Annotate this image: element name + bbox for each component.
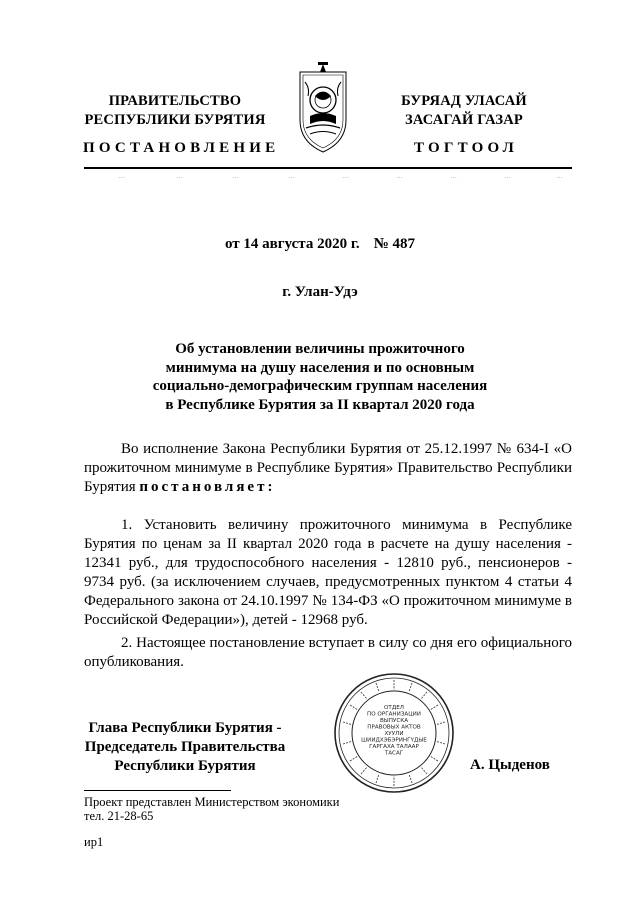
signatory-position-line: Председатель Правительства [84, 739, 286, 755]
document-city: г. Улан-Удэ [282, 284, 358, 300]
header-left [80, 92, 270, 130]
seal-text-line: ПО ОРГАНИЗАЦИИ [367, 711, 421, 718]
signatory-position-line: Глава Республики Бурятия - [88, 720, 282, 736]
seal-text-line: ШИИДХЭБЭРИНГҮДЫЕ [361, 737, 427, 744]
seal-text-line: ТАСАГ [384, 750, 404, 757]
seal-text-line: ПРАВОВЫХ АКТОВ [367, 724, 421, 731]
seal-text-line: ОТДЕЛ [384, 705, 404, 711]
doc-type-buryat: ТОГТООЛ [414, 140, 518, 156]
signatory-name: А. Цыденов [470, 757, 550, 773]
preamble-text: Во исполнение Закона Республики Бурятия от 25.12.1997 № 634-I «О прожиточном минимуме в Республике Бурятия» Правительство Республики Бурятия [84, 441, 572, 495]
doc-type-russian: ПОСТАНОВЛЕНИЕ [83, 140, 280, 156]
title-line: Об установлении величины прожиточного [175, 341, 465, 357]
document-date-number [0, 236, 640, 253]
footer-divider [84, 790, 231, 791]
header-left-line1: ПРАВИТЕЛЬСТВО [108, 93, 242, 109]
document-title [140, 340, 500, 414]
header-divider [84, 167, 572, 169]
header-right [384, 92, 544, 130]
preamble-emphasis: постановляет: [139, 479, 276, 495]
signatory-position [80, 719, 290, 776]
seal-text-line: ХУУЛИ [384, 731, 404, 737]
official-seal [333, 672, 455, 794]
footer-code: ир1 [84, 835, 104, 849]
preamble-paragraph [84, 440, 572, 497]
document-page: ПРАВИТЕЛЬСТВО РЕСПУБЛИКИ БУРЯТИЯ БУРЯАД УЛАСАЙ ЗАСАГАЙ ГАЗАР ПОСТАНОВЛЕНИЕ ТОГТООЛ … … … … … … … … … от 14 августа 2020 г. № 487 г. Улан-Удэ Об установлении величины прожиточного минимума на душу населения и по основным социально-демографическим группам населения в Республике Бурятия за II квартал 2020 года Во исполнение Закона Республики Бурятия от 25.12.1997 № 634-I «О прожиточном минимуме в Республике Бурятия» Правительство Республики Бурятия постановляет: 1. Установить величину прожиточного минимума в Республике Бурятия по ценам за II квартал 2020 года в расчете на душу населения - 12341 руб., для трудоспособного населения - 12810 руб., пенсионеров - 9734 руб. (за исключением случаев, предусмотренных пунктом 4 статьи 4 Федерального закона от 24.10.1997 № 134-ФЗ «О прожиточном минимуме в Российской Федерации»), детей - 12968 руб. 2. Настоящее постановление вступает в силу со дня его официального опубликования. Глава Республики Бурятия - Председатель Правительства Республики Бурятия ОТДЕЛ ПО ОРГАНИЗАЦИИ ВЫПУСКА ПРАВОВЫХ АКТОВ ХУУЛИ ШИИДХЭБЭРИНГҮДЫЕ ГАРГАХА ТАЛААР ТАСАГ А. Цыденов Проект представлен Министерством экономики тел. 21-28-65 ир1 [0, 0, 640, 905]
coat-of-arms-emblem [296, 58, 350, 154]
signatory-position-line: Республики Бурятия [114, 758, 256, 774]
header-right-line1: БУРЯАД УЛАСАЙ [401, 93, 527, 109]
item-2-paragraph: 2. Настоящее постановление вступает в силу со дня его официального опубликования. [84, 635, 572, 670]
document-date: от 14 августа 2020 г. [224, 236, 360, 252]
seal-text-line: ВЫПУСКА [379, 718, 409, 724]
header-left-line2: РЕСПУБЛИКИ БУРЯТИЯ [84, 112, 266, 128]
title-line: социально-демографическим группам населения [152, 378, 488, 394]
title-line: в Республике Бурятия за II квартал 2020 года [165, 396, 475, 413]
item-1-paragraph: 1. Установить величину прожиточного минимума в Республике Бурятия по ценам за II квартал 2020 года в расчете на душу населения - 12341 руб., для трудоспособного населения - 12810 руб., пенсионеров - 9734 руб. (за исключением случаев, предусмотренных пунктом 4 статьи 4 Федерального закона от 24.10.1997 № 134-ФЗ «О прожиточном минимуме в Российской Федерации»), детей - 12968 руб. [84, 517, 572, 628]
footer-phone: тел. 21-28-65 [84, 809, 154, 823]
title-line: минимума на душу населения и по основным [165, 359, 475, 376]
document-number: № 487 [373, 236, 416, 252]
header-right-line2: ЗАСАГАЙ ГАЗАР [405, 112, 523, 128]
seal-text-line: ГАРГАХА ТАЛААР [369, 744, 419, 750]
footer-prepared-by: Проект представлен Министерством экономики [84, 795, 340, 809]
